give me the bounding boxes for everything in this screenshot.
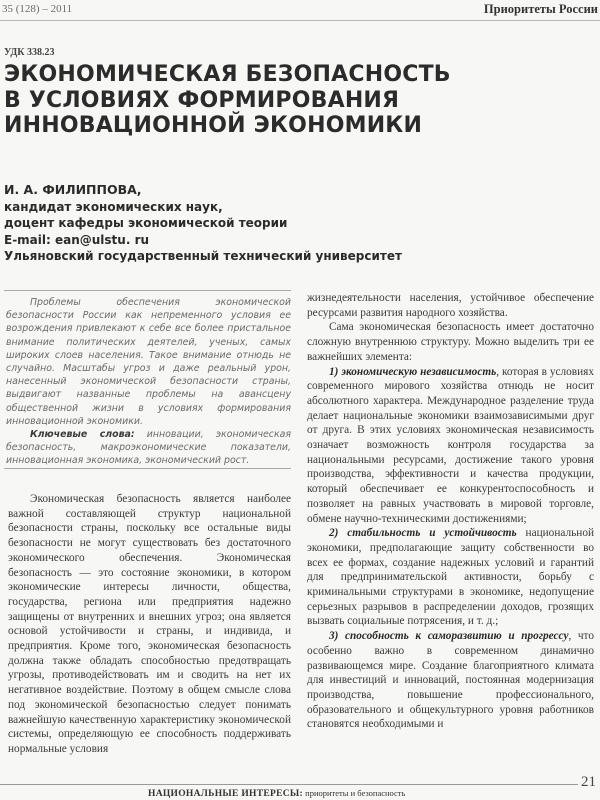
footer-divider [0,784,578,785]
list-item-3-text: , что особенно важно в современном динамично развивающемся мире. Создание благоприятного климата для инвестиций и инноваций, постоянная модернизация производства, повышение профессионального, образовательного и общекультурного уровня работников становятся необходимыми и [307,630,594,731]
title-line: ИННОВАЦИОННОЙ ЭКОНОМИКИ [4,113,423,138]
title-line: ЭКОНОМИЧЕСКАЯ БЕЗОПАСНОСТЬ [4,62,451,87]
author-degree: кандидат экономических наук, [4,199,223,214]
running-head [0,0,600,21]
author-affiliation: Ульяновский государственный технический университет [4,249,402,263]
author-position: доцент кафедры экономической теории [4,216,288,230]
journal-section-title: Приоритеты России [483,2,598,16]
list-item-3-label: 3) способность к саморазвитию и прогрессу [329,630,569,643]
footer-journal-name [148,788,405,799]
title-line: В УСЛОВИЯХ ФОРМИРОВАНИЯ [4,87,400,113]
author-email: E-mail: ean@ulstu. ru [4,232,150,247]
author-block [4,182,402,265]
body-paragraph-continued: жизнедеятельности населения, устойчивое обеспечение ресурсами развития народного хозяйства. [307,292,594,319]
abstract [6,296,291,468]
issue-number: 35 (128) – 2011 [2,3,73,15]
list-item-2 [307,526,594,629]
list-item-2-text: национальной экономики, предполагающие защиту собственности во всех ее формах, создание надежных условий и гарантий для предпринимательской активности, борьбу с криминальными структурами в экономике, недопущение серьезных разрывов в распределении доходов, грозящих вызвать социальные потрясения, и т. д.; [307,527,595,628]
journal-name-strong: НАЦИОНАЛЬНЫЕ ИНТЕРЕСЫ: [148,789,304,799]
udk-code: УДК 338.23 [4,47,55,58]
page-number: 21 [581,774,596,790]
abstract-top-divider [4,290,291,291]
body-column-right [307,291,594,732]
body-column-left [8,492,291,757]
journal-name-rest: приоритеты и безопасность [303,788,406,798]
list-item-3 [307,629,594,732]
list-item-2-label: 2) стабильность и устойчивость [329,527,517,540]
body-paragraph: Сама экономическая безопасность имеет достаточно сложную внутреннюю структуру. Можно выделить три ее важнейших элемента: [307,321,594,363]
abstract-text: Проблемы обеспечения экономической безопасности России как непременного условия ее возрождения привлекают к себе все более пристальное внимание политических деятелей, ученых, самых широких слоев населения. Такое внимание отнюдь не случайно. Масштабы угроз и даже реальный урон, нанесенный экономической безопасности страны, выдвигают названные проблемы на авансцену общественной жизни в условиях формирования инновационной экономики. [6,297,291,427]
keywords-label: Ключевые слова: [30,429,135,441]
abstract-bottom-divider [4,468,291,469]
list-item-1-label: 1) экономическую независимость [329,365,497,378]
article-title [4,62,564,139]
list-item-1 [307,365,594,527]
keywords-list: инновации, экономическая безопасность, макроэкономические показатели, инновационная экономика, экономический рост. [6,429,291,467]
list-item-1-text: , которая в условиях современного мирового хозяйства отнюдь не носит абсолютного характера. Международное разделение труда делает национальные экономики взаимозависимыми друг от друга. В этих условиях экономическая независимость означает возможность контроля государства за национальными ресурсами, достижение такого уровня производства, эффективности и качества продукции, который обеспечивает ее конкурентоспособность и позволяет на равных участвовать в мировой торговле, обмене научно-техническими достижениями; [307,365,594,525]
keywords [6,428,291,468]
author-name: И. А. ФИЛИППОВА, [4,182,142,197]
body-paragraph: Экономическая безопасность является наиболее важной составляющей структур национальной безопасности страны, поскольку все остальные виды безопасности не могут существовать без достаточного экономического обеспечения. Экономическая безопасность — это состояние экономики, в котором экономические интересы личности, общества, государства, региона или предприятия надежно защищены от внутренних и внешних угроз; она является основой устойчивости и страны, и индивида, и предприятия. Кроме того, экономическая безопасность должна также обладать способностью предотвращать угрозы, противодействовать им и сводить на нет их негативное воздействие. Поэтому в общем смысле слова под экономической безопасностью следует понимать важнейшую качественную характеристику экономической системы, определяющую ее способность поддерживать нормальные условия [8,493,291,755]
